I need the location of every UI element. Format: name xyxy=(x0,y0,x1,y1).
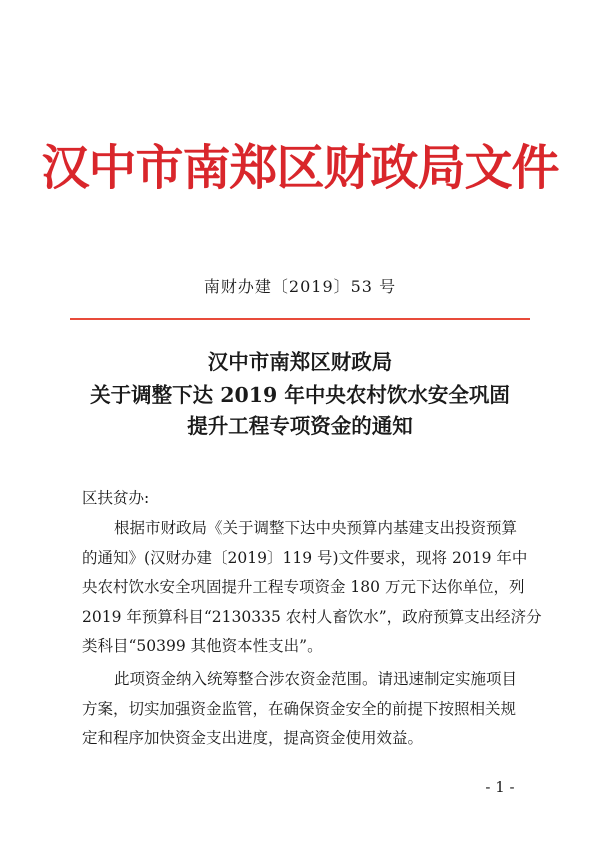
paragraph-2-line: 方案，切实加强资金监管，在确保资金安全的前提下按照相关规 xyxy=(82,699,517,718)
salutation: 区扶贫办: xyxy=(82,489,150,507)
paragraph-2-line: 此项资金纳入统筹整合涉农资金范围。请迅速制定实施项目 xyxy=(114,670,518,688)
paragraph-1-line: 央农村饮水安全巩固提升工程专项资金 180 万元下达你单位，列 xyxy=(82,578,525,596)
paragraph-1 xyxy=(82,514,552,662)
title-line-3: 提升工程专项资金的通知 xyxy=(187,414,413,438)
paragraph-2 xyxy=(82,665,552,754)
paragraph-1-line: 类科目“50399 其他资本性支出”。 xyxy=(82,637,323,655)
paragraph-1-line: 的通知》(汉财办建〔2019〕119 号)文件要求，现将 2019 年中 xyxy=(82,548,528,567)
header-red-rule xyxy=(70,318,530,320)
document-masthead: 汉中市南郑区财政局文件 xyxy=(41,140,559,196)
title-line-1: 汉中市南郑区财政局 xyxy=(207,350,393,374)
document-number: 南财办建〔2019〕53 号 xyxy=(203,277,397,296)
title-line-2: 关于调整下达 2019 年中央农村饮水安全巩固 xyxy=(90,383,510,407)
page-number: - 1 - xyxy=(485,778,515,796)
paragraph-1-line: 2019 年预算科目“2130335 农村人畜饮水”，政府预算支出经济分 xyxy=(82,607,542,626)
paragraph-2-line: 定和程序加快资金支出进度，提高资金使用效益。 xyxy=(82,729,424,747)
paragraph-1-line: 根据市财政局《关于调整下达中央预算内基建支出投资预算 xyxy=(114,519,518,537)
